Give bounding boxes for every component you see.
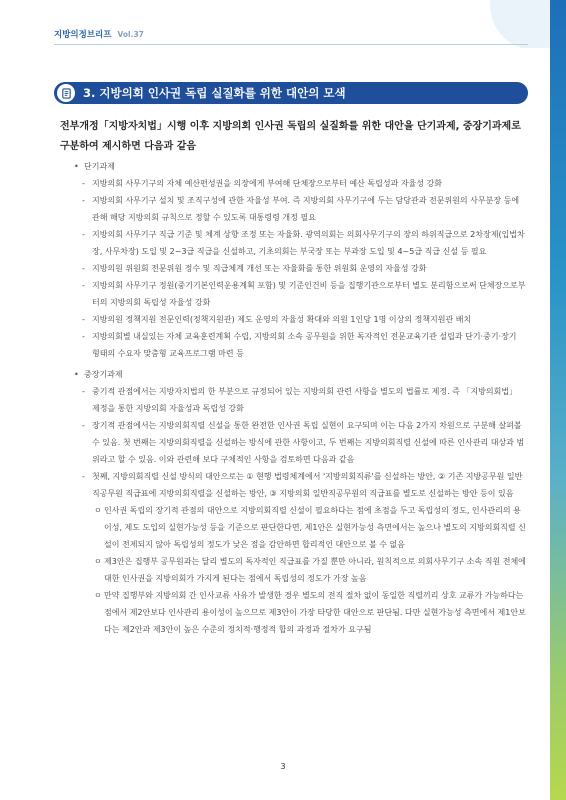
- sub-list-item: ㅇ 인사권 독립의 장기적 관점의 대안으로 지방의회직렬 신설이 필요하다는 점에 초점을 두고 독립성의 정도, 인사관리의 용이성, 제도 도입의 실현가능성 등을 기준으로 판단한다면, 제1안은 실현가능성 측면에서는 높으나 별도의 지방의회직렬 신설이 전제되지 않아 독립성의 정도가 낮은 점을 감안하면 합리적인 대안으로 볼 수 없음: [94, 506, 526, 549]
- document-icon: [57, 84, 75, 102]
- list-item: - 지방의회 사무기구 설치 및 조직구성에 관한 자율성 부여. 즉 지방의회 사무기구에 두는 담당관과 전문위원의 사무분장 등에 관해 해당 지방의회 규칙으로 정할 수 있도록 대통령령 개정 필요: [82, 196, 520, 222]
- short-term-heading: • 단기과제: [74, 158, 526, 175]
- mid-long-term-heading: • 중장기과제: [74, 366, 526, 383]
- publication-title: [54, 28, 144, 40]
- list-item: - 중기적 관점에서는 지방자치법의 한 부분으로 규정되어 있는 지방의회 관련 사항을 별도의 법률로 제정. 즉 「지방의회법」 제정을 통한 지방의회 자율성과 독립성 강화: [82, 387, 518, 413]
- sub-list-item: ㅇ 제3안은 집행부 공무원과는 달리 별도의 독자적인 직급표를 가질 뿐만 아니라, 원칙적으로 의회사무기구 소속 직원 전체에 대한 인사권을 지방의회가 가지게 된다는 점에서 독립성의 정도가 가장 높음: [94, 557, 526, 583]
- short-term-list: [82, 175, 526, 362]
- content-body: [74, 154, 526, 638]
- list-item: - 지방의회 사무기구의 자체 예산편성권을 의장에게 부여해 단체장으로부터 예산 독립성과 자율성 강화: [82, 179, 443, 188]
- page-number: 3: [280, 762, 286, 771]
- section-banner: [54, 82, 528, 104]
- list-item: - 지방의회 사무기구 정원(중기기본인력운용계획 포함) 및 기준인건비 등을 집행기관으로부터 별도 분리함으로써 단체장으로부터의 지방의회 독립성 자율성 강화: [82, 281, 526, 307]
- decorative-circle: [490, 0, 550, 48]
- mid-long-term-list: [82, 383, 526, 502]
- list-item: - 장기적 관점에서는 지방의회직렬 신설을 통한 완전한 인사권 독립 실현이 요구되며 이는 다음 2가지 차원으로 구분해 살펴볼 수 있음. 첫 번째는 지방의회직렬을 신설하는 방식에 관한 사항이고, 두 번째는 지방의회직렬 신설에 따른 인사관리 대상과 범위라고 할 수 있음. 이와 관련해 보다 구체적인 사항을 검토하면 다음과 같음: [82, 421, 525, 464]
- lead-paragraph: 전부개정「지방자치법」시행 이후 지방의회 인사권 독립의 실질화를 위한 대안을 단기과제, 중장기과제로 구분하여 제시하면 다음과 같음: [60, 121, 521, 152]
- list-item: - 지방의회별 내실있는 자체 교육훈련계획 수립, 지방의회 소속 공무원을 위한 독자적인 전문교육기관 설립과 단기·중기·장기 형태의 수요자 맞춤형 교육프로그램 마련 등: [82, 332, 517, 358]
- list-item: - 지방의회 사무기구 직급 기준 및 체계 상향 조정 또는 자율화. 광역의회는 의회사무기구의 장의 하위직급으로 2차장제(입법차장, 사무차장) 도입 및 2~3급 직급을 신설하고, 기초의회는 부국장 또는 부과장 도입 및 4~5급 직급 신설 등 필요: [82, 230, 525, 256]
- list-item: - 지방의원 정책지원 전문인력(정책지원관) 제도 운영의 자율성 확대와 의원 1인당 1명 이상의 정책지원관 배치: [82, 315, 472, 324]
- section-title: 3. 지방의회 인사권 독립 실질화를 위한 대안의 모색: [83, 86, 346, 100]
- volume-label: Vol.37: [117, 30, 144, 39]
- list-item: - 지방의원 위원회 전문위원 정수 및 직급체계 개선 또는 자율화를 통한 위원회 운영의 자율성 강화: [82, 264, 427, 273]
- decorative-side-bar: [550, 0, 566, 800]
- publication-name: 지방의정브리프: [54, 30, 112, 40]
- header-divider: [54, 44, 528, 45]
- list-item: - 첫째, 지방의회직렬 신설 방식의 대안으로는 ① 현행 법령체계에서 '지방의회직류'를 신설하는 방안, ② 기존 지방공무원 일반직공무원 직급표에 지방의회직렬을 신설하는 방안, ③ 지방의회 일반직공무원의 직급표를 별도로 신설하는 방안 등이 있음: [82, 472, 523, 498]
- sub-item-list: [94, 502, 526, 638]
- sub-list-item: ㅇ 만약 집행부와 지방의회 간 인사교류 사유가 발생한 경우 별도의 전직 절차 없이 동일한 직렬끼리 상호 교류가 가능하다는 점에서 제2안보다 인사관리 용이성이 높으므로 제3안이 가장 타당한 대안으로 판단됨. 다만 실현가능성 측면에서 제1안보다는 제2안과 제3안이 높은 수준의 정치적·행정적 합의 과정과 절차가 요구됨: [94, 591, 526, 634]
